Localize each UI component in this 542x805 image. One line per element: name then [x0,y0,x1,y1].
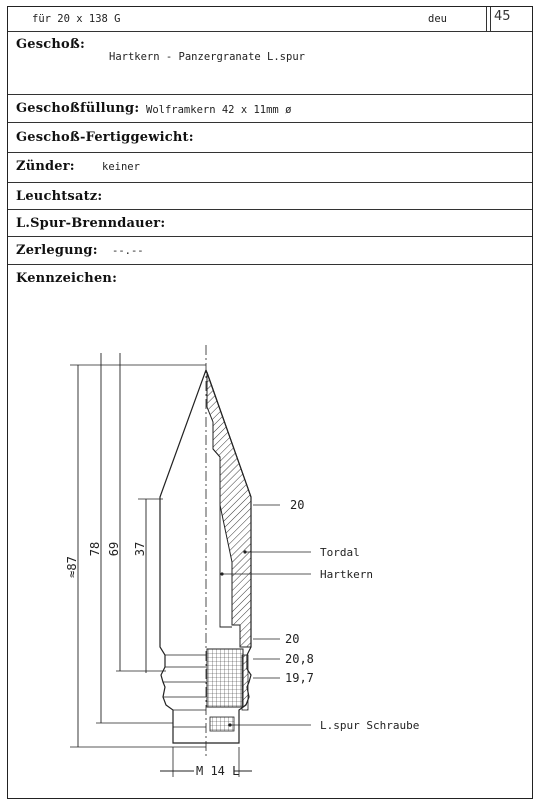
field-value-filling: Wolframkern 42 x 11mm ø [146,104,292,116]
callout-hartkern: Hartkern [320,568,373,581]
dim-label-right-20b: 20 [285,632,300,646]
field-label-tracer-charge: Leuchtsatz: [16,189,103,204]
field-label-fuze: Zünder: [16,159,75,174]
dim-label-69: 69 [107,541,121,557]
dim-label-right-19-7: 19,7 [285,671,314,685]
callout-tordal: Tordal [320,546,360,559]
field-value-fuze: keiner [102,161,140,173]
dim-label-right-20-8: 20,8 [285,652,314,666]
field-burn-time [8,210,532,237]
field-label-self-destruct: Zerlegung: [16,243,98,258]
field-projectile [8,32,532,95]
dim-label-87: ≈87 [65,556,79,578]
field-label-weight: Geschoß-Fertiggewicht: [16,130,194,145]
field-fuze [8,153,532,183]
language-code: deu [428,13,447,25]
field-filling [8,95,532,123]
dim-label-right-20a: 20 [290,498,305,512]
page-number: 45 [494,9,511,24]
field-label-markings: Kennzeichen: [16,271,118,286]
field-tracer-charge [8,183,532,210]
field-weight [8,123,532,153]
dim-label-37: 37 [133,541,147,557]
field-value-projectile: Hartkern - Panzergranate L.spur [109,51,305,63]
header-row [8,7,532,32]
field-self-destruct [8,237,532,265]
dim-label-78: 78 [88,541,102,557]
header-divider [486,7,487,31]
field-label-burn-time: L.Spur-Brenndauer: [16,216,166,231]
header-divider-2 [490,7,491,31]
tracer-grid [207,649,243,707]
field-value-self-destruct: --.-- [112,245,144,257]
hatched-body [207,372,251,647]
callout-tracer-screw: L.spur Schraube [320,719,420,732]
field-label-filling: Geschoßfüllung: [16,101,140,116]
data-sheet [7,6,533,799]
bottom-dim-label: M 14 L [196,764,240,778]
projectile-drawing [8,277,534,797]
field-label-projectile: Geschoß: [16,37,86,52]
caliber-text: für 20 x 138 G [32,13,121,25]
projectile-outline-left [160,370,206,743]
